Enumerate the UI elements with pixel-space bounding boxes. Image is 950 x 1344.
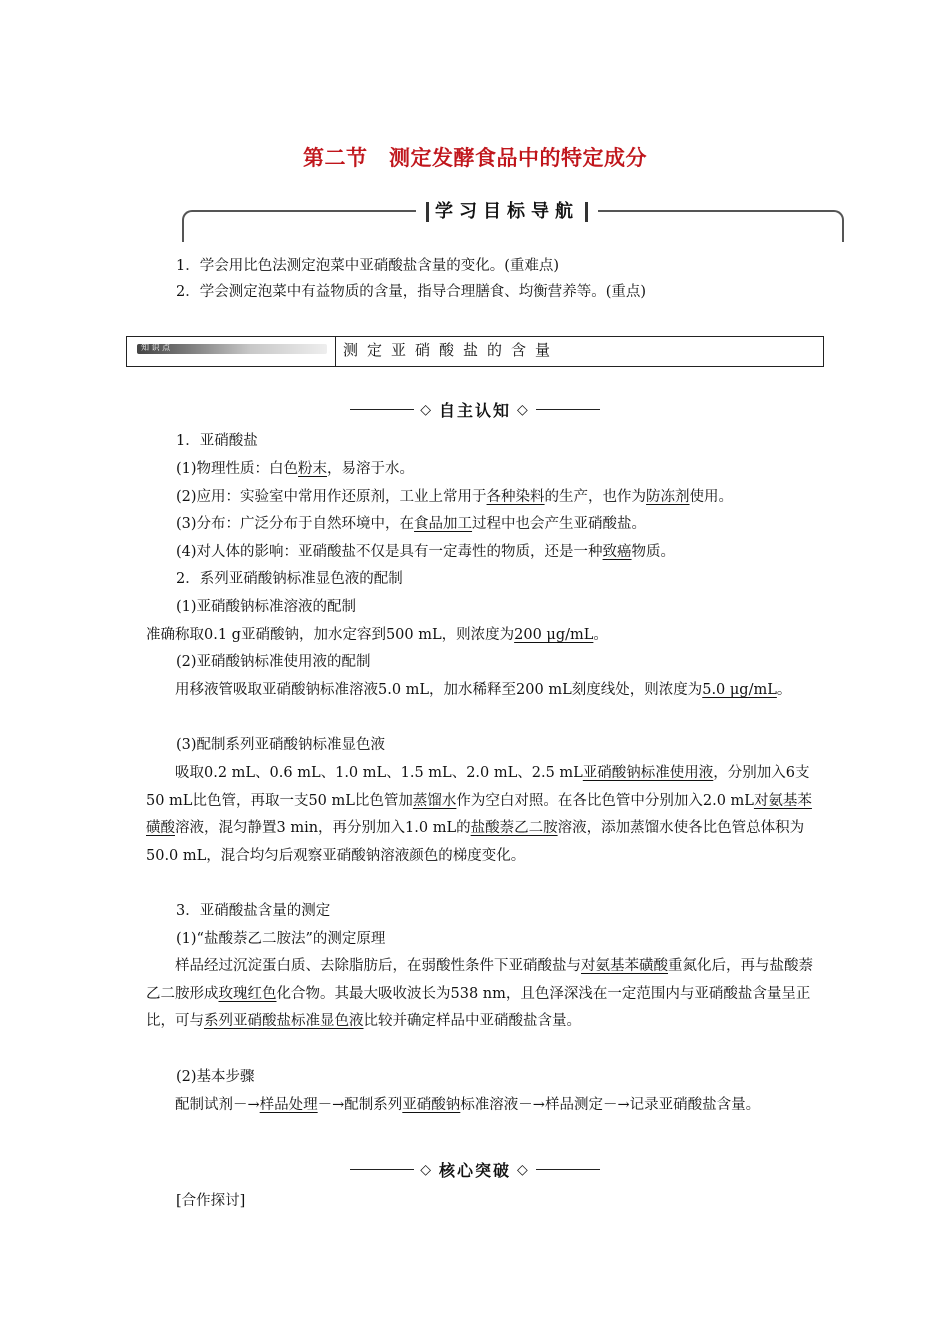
para-distribution: (3)分布：广泛分布于自然环境中，在食品加工过程中也会产生亚硝酸盐。 bbox=[176, 516, 647, 532]
section-title: 自主认知 bbox=[438, 401, 511, 420]
para-principle: 样品经过沉淀蛋白质、去除脂肪后，在弱酸性条件下亚硝酸盐与对氨基苯磺酸重氮化后，再与盐酸萘乙二胺形成玫瑰红色化合物。其最大吸收波长为538 nm，且色泽深浅在一定范围内与亚硝酸盐含量呈正比，可与系列亚硝酸盐标准显色液比较并确定样品中亚硝酸盐含量。 bbox=[146, 958, 813, 1029]
diamond-icon: ◇ bbox=[517, 1161, 530, 1178]
sub-heading-2-1: (1)亚硝酸钠标准溶液的配制 bbox=[176, 599, 357, 615]
heading-2: 2．系列亚硝酸钠标准显色液的配制 bbox=[176, 571, 403, 587]
knowledge-tag-pill bbox=[137, 344, 327, 354]
knowledge-tag-cell bbox=[127, 337, 336, 366]
page-title: 第二节 测定发酵食品中的特定成分 bbox=[303, 146, 647, 170]
section-header-self-study bbox=[0, 398, 950, 421]
para-effect: (4)对人体的影响：亚硝酸盐不仅是具有一定毒性的物质，还是一种致癌物质。 bbox=[176, 544, 676, 560]
heading-3: 3．亚硝酸盐含量的测定 bbox=[176, 903, 331, 919]
sub-heading-discussion: [合作探讨] bbox=[176, 1193, 246, 1209]
knowledge-box bbox=[126, 336, 824, 367]
banner-bar-left bbox=[426, 202, 429, 222]
knowledge-label: 测定亚硝酸盐的含量 bbox=[343, 341, 560, 359]
para-color-series: 吸取0.2 mL、0.6 mL、1.0 mL、1.5 mL、2.0 mL、2.5 mL亚硝酸钠标准使用液，分别加入6支50 mL比色管，再取一支50 mL比色管加蒸馏水作为空白对照。在各比色管中分别加入2.0 mL对氨基苯磺酸溶液，混匀静置3 min，再分别加入1.0 mL的盐酸萘乙二胺溶液，添加蒸馏水使各比色管总体积为50.0 mL，混合均匀后观察亚硝酸钠溶液颜色的梯度变化。 bbox=[146, 765, 812, 864]
goals-header: 学习目标导航 bbox=[435, 201, 579, 222]
rule-left bbox=[350, 409, 414, 410]
sub-heading-3-1: (1)“盐酸萘乙二胺法”的测定原理 bbox=[176, 931, 386, 947]
sub-heading-2-3: (3)配制系列亚硝酸钠标准显色液 bbox=[176, 737, 386, 753]
diamond-icon: ◇ bbox=[517, 401, 530, 418]
goal-item-1: 1．学会用比色法测定泡菜中亚硝酸盐含量的变化。(重难点) bbox=[176, 258, 560, 274]
banner-bar-right bbox=[585, 202, 588, 222]
rule-right bbox=[536, 1169, 600, 1170]
goal-item-2: 2．学会测定泡菜中有益物质的含量，指导合理膳食、均衡营养等。(重点) bbox=[176, 284, 647, 300]
diamond-icon: ◇ bbox=[420, 401, 433, 418]
sub-heading-3-2: (2)基本步骤 bbox=[176, 1069, 255, 1085]
section-header-core bbox=[0, 1158, 950, 1181]
knowledge-tag-text: 知 识 点 bbox=[141, 343, 171, 352]
para-working-solution: 用移液管吸取亚硝酸钠标准溶液5.0 mL，加水稀释至200 mL刻度线处，则浓度为5.0 μg/mL。 bbox=[175, 682, 792, 698]
para-application: (2)应用：实验室中常用作还原剂，工业上常用于各种染料的生产，也作为防冻剂使用。 bbox=[176, 489, 734, 505]
heading-1: 1．亚硝酸盐 bbox=[176, 433, 258, 449]
sub-heading-2-2: (2)亚硝酸钠标准使用液的配制 bbox=[176, 654, 371, 670]
rule-left bbox=[350, 1169, 414, 1170]
rule-right bbox=[536, 409, 600, 410]
para-standard: 准确称取0.1 g亚硝酸钠，加水定容到500 mL，则浓度为200 μg/mL。 bbox=[146, 627, 608, 643]
section-title: 核心突破 bbox=[438, 1161, 511, 1180]
para-physical: (1)物理性质：白色粉末，易溶于水。 bbox=[176, 461, 415, 477]
goals-banner bbox=[416, 198, 598, 226]
para-steps: 配制试剂－→样品处理－→配制系列亚硝酸钠标准溶液－→样品测定－→记录亚硝酸盐含量。 bbox=[175, 1097, 761, 1113]
diamond-icon: ◇ bbox=[420, 1161, 433, 1178]
